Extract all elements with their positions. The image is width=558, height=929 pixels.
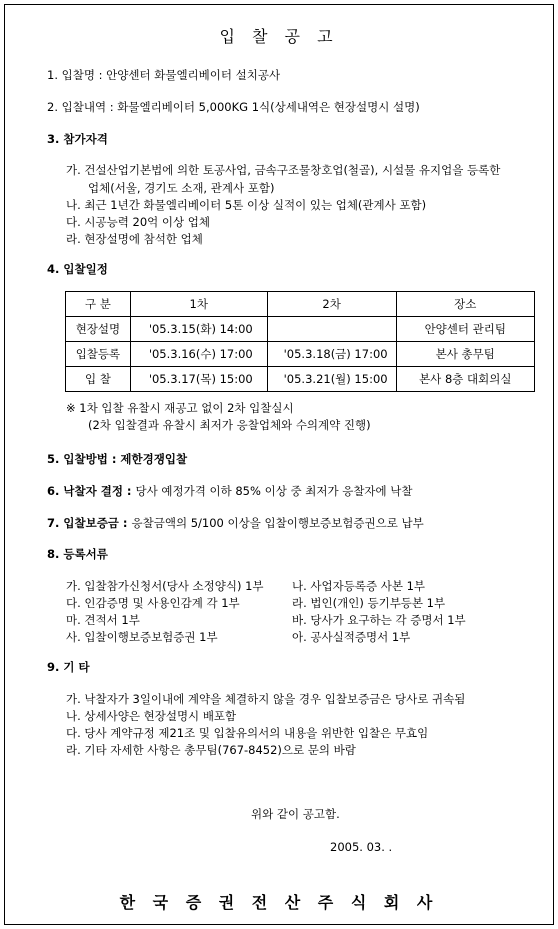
cell-category: 현장설명 [66,317,131,342]
closing-statement: 위와 같이 공고함. [251,807,340,821]
item-9-heading: 9. 기 타 [47,660,90,674]
header-place: 장소 [396,292,534,317]
item-7-label: 7. 입찰보증금 : [47,516,132,530]
cell-round-2 [267,317,396,342]
schedule-header-row [66,292,535,317]
list-item: 나. 상세사양은 현장설명시 배포함 [66,709,237,723]
page-title: 입 찰 공 고 [219,27,339,46]
item-8-heading: 8. 등록서류 [47,547,108,561]
list-item: 다. 당사 계약규정 제21조 및 입찰유의서의 내용을 위반한 입찰은 무효임 [66,726,429,740]
cell-category: 입 찰 [66,367,131,392]
item-4-note-2: (2차 입찰결과 유찰시 최저가 응찰업체와 수의계약 진행) [88,418,371,432]
cell-round-1: '05.3.16(수) 17:00 [130,342,267,367]
item-6 [47,483,413,499]
list-item: 아. 공사실적증명서 1부 [292,630,411,644]
item-3-a-cont: 업체(서울, 경기도 소재, 관계사 포함) [88,181,275,195]
list-item: 다. 인감증명 및 사용인감계 각 1부 [66,596,240,610]
item-4-note-1: ※ 1차 입찰 유찰시 재공고 없이 2차 입찰실시 [66,401,294,415]
item-2-bid-details: 2. 입찰내역 : 화물엘리베이터 5,000KG 1식(상세내역은 현장설명시 설명) [47,100,420,114]
item-6-value: 당사 예정가격 이하 85% 이상 중 최저가 응찰자에 낙찰 [135,484,413,498]
list-item: 바. 당사가 요구하는 각 증명서 1부 [292,613,466,627]
list-item: 나. 사업자등록증 사본 1부 [292,579,426,593]
item-3-c: 다. 시공능력 20억 이상 업체 [66,215,210,229]
item-5-label: 5. 입찰방법 : [47,452,121,466]
item-3-heading: 3. 참가자격 [47,132,108,146]
table-row [66,317,535,342]
notice-date: 2005. 03. . [330,840,393,854]
cell-place: 안양센터 관리팀 [396,317,534,342]
list-item: 라. 기타 자세한 사항은 총무팀(767-8452)으로 문의 바람 [66,743,356,757]
item-5 [47,451,187,467]
company-name: 한 국 증 권 전 산 주 식 회 사 [119,893,439,912]
cell-place: 본사 총무팀 [396,342,534,367]
table-row [66,367,535,392]
item-5-value: 제한경쟁입찰 [120,452,188,466]
item-7-value: 응찰금액의 5/100 이상을 입찰이행보증보험증권으로 납부 [131,516,424,530]
item-7 [47,515,424,531]
cell-place: 본사 8층 대회의실 [396,367,534,392]
header-category: 구 분 [66,292,131,317]
item-6-label: 6. 낙찰자 결정 : [47,484,136,498]
list-item: 가. 입찰참가신청서(당사 소정양식) 1부 [66,579,264,593]
table-row [66,342,535,367]
item-3-a: 가. 건설산업기본법에 의한 토공사업, 금속구조물창호업(철골), 시설물 유지업을 등록한 [66,163,501,177]
list-item: 사. 입찰이행보증보험증권 1부 [66,630,218,644]
item-1-bid-name: 1. 입찰명 : 안양센터 화물엘리베이터 설치공사 [47,68,281,82]
cell-round-2: '05.3.18(금) 17:00 [267,342,396,367]
header-round-1: 1차 [130,292,267,317]
cell-round-1: '05.3.17(목) 15:00 [130,367,267,392]
cell-round-1: '05.3.15(화) 14:00 [130,317,267,342]
cell-category: 입찰등록 [66,342,131,367]
schedule-table [65,291,535,392]
item-3-d: 라. 현장설명에 참석한 업체 [66,232,203,246]
item-4-heading: 4. 입찰일정 [47,262,108,276]
item-3-b: 나. 최근 1년간 화물엘리베이터 5톤 이상 실적이 있는 업체(관계사 포함) [66,198,427,212]
list-item: 가. 낙찰자가 3일이내에 계약을 체결하지 않을 경우 입찰보증금은 당사로 귀속됨 [66,692,466,706]
cell-round-2: '05.3.21(월) 15:00 [267,367,396,392]
list-item: 라. 법인(개인) 등기부등본 1부 [292,596,446,610]
header-round-2: 2차 [267,292,396,317]
list-item: 마. 견적서 1부 [66,613,140,627]
